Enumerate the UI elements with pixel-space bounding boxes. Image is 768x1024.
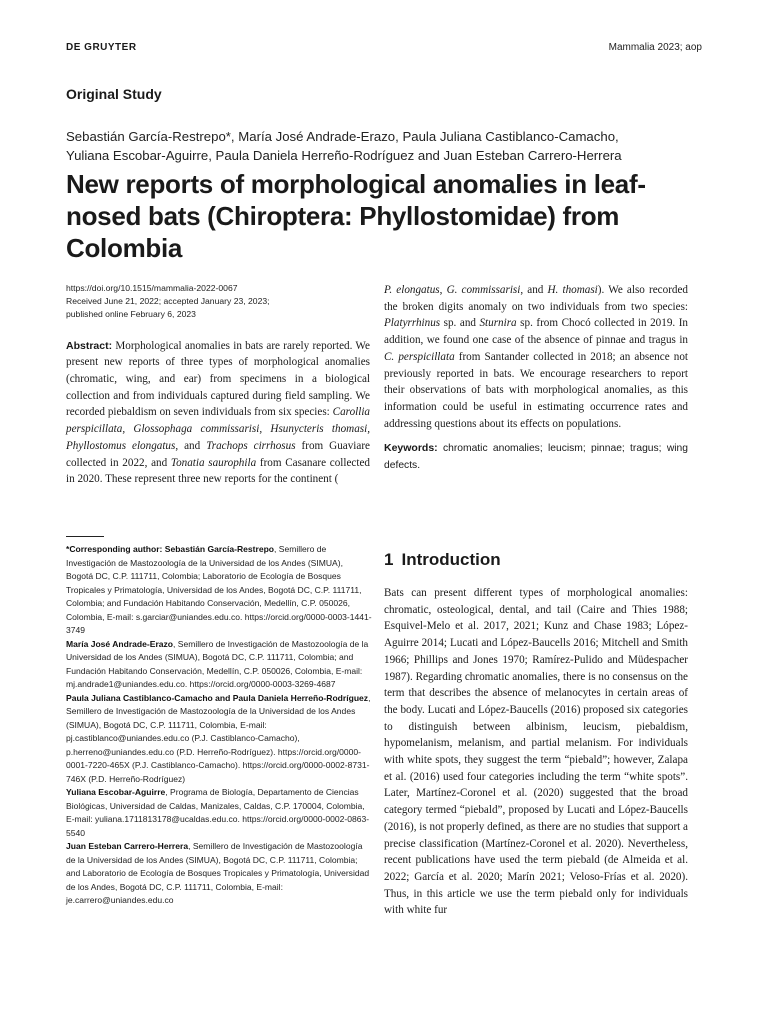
doi-link[interactable]: https://doi.org/10.1515/mammalia-2022-0067 (66, 283, 238, 293)
affiliation-note: Paula Juliana Castiblanco-Camacho and Paula Daniela Herreño-Rodríguez, Semillero de Investigación de Mastozoología de la Universidad de los Andes (SIMUA), Bogotá DC, C.P. 111711, Colombia, E-mail: pj.castiblanco@uniandes.edu.co (P.J. Castiblanco-Camacho), p.herreno@uniandes.edu.co (P.D. Herreño-Rodríguez). https://orcid.org/0000-0001-7220-465X (P.J. Castiblanco-Camacho). https://orcid.org/0000-0002-8731-746X (P.D. Herreño-Rodríguez) (66, 692, 371, 784)
keywords-list: chromatic anomalies; leucism; pinnae; tragus; wing defects. (384, 443, 688, 472)
publisher-logo: DE GRUYTER (66, 41, 137, 53)
author-line: Yuliana Escobar-Aguirre, Paula Daniela Herreño-Rodríguez and Juan Esteban Carrero-Herrera (66, 148, 622, 163)
introduction-section (384, 585, 688, 919)
keywords (384, 440, 688, 474)
affiliation-note: Juan Esteban Carrero-Herrera, Semillero de Investigación de Mastozoología de la Universidad de los Andes (SIMUA), Bogotá DC, C.P. 111711, Colombia; and Laboratorio de Ecología de Bosques Tropicales y Primatología, Universidad de los Andes, Bogotá DC, C.P. 111711, Colombia, E-mail: je.carrero@uniandes.edu.co (66, 841, 370, 905)
section-number: 1 (384, 550, 394, 569)
section-title: Introduction (401, 550, 501, 569)
article-type: Original Study (66, 86, 162, 102)
article-title: New reports of morphological anomalies in leaf-nosed bats (Chiroptera: Phyllostomidae) from Colombia (66, 169, 646, 263)
abstract-label: Abstract: (66, 339, 113, 352)
publication-metadata (66, 282, 370, 322)
received-date: Received June 21, 2022; accepted January 23, 2023; (66, 296, 270, 307)
abstract-continued: P. elongatus, G. commissarisi, and H. thomasi). We also recorded the broken digits anomaly on two individuals from two species: Platyrrhinus sp. and Sturnira sp. from Chocó collected in 2019. In addition, we found one case of the absence of pinnae and tragus in C. perspicillata from Santander collected in 2018; an absence not previously reported in bats. We encourage researchers to report their observations of bats with morphological anomalies, as this information could be useful in estimating occurrence rates and addressing questions about its effects on populations. (384, 284, 688, 430)
introduction-paragraph: Bats can present different types of morphological anomalies: chromatic, osteological, dental, and tail (Caire and Thies 1988; Esquivel-Melo et al. 2017, 2021; Kunz and Chase 1983; López-Aguirre 2014; Lucati and López-Baucells 2016; Mitchell and Smith 1966; Phillips and Jones 1970; Ramírez-Pulido and Müdespacher 1987). Regarding chromatic anomalies, there is no consensus on the term that describes the absence of melanocytes in certain areas of the body. Lucati and López-Baucells (2016) proposed six categories to distinguish between albinism, leucism, piebaldism, hypomelanism, melanism, and partial melanism. For individuals with white spots, they suggest the term “piebald”; however, Zalapa et al. (2016) used four categories including the term “white spots”. Later, Martínez-Coronel et al. (2020) suggested that the broad category termed “piebald”, proposed by Lucati and López-Baucells (2016), is not properly defined, as there are no studies that support a precise classification (Martínez-Coronel et al. 2020). Nevertheless, recent publications have used the term piebald (de Almeida et al. 2022; García et al. 2020; Marín 2021; Veloso-Frías et al. 2020). Thus, in this article we use the term piebald only for individuals with white fur (384, 587, 688, 917)
affiliation-note: Yuliana Escobar-Aguirre, Programa de Biología, Departamento de Ciencias Biológicas, Universidad de Caldas, Manizales, Caldas, C.P. 170004, Colombia, E-mail: yuliana.1711813178@ucaldas.edu.co. https://orcid.org/0000-0002-0863-5540 (66, 787, 370, 838)
section-heading (384, 550, 501, 570)
affiliation-note: María José Andrade-Erazo, Semillero de Investigación de Mastozoología de la Universidad de los Andes (SIMUA), Bogotá DC, C.P. 111711, Colombia; and Fundación Habitando Conservación, Medellín, C.P. 050026, Colombia, E-mail: mj.andrade1@uniandes.edu.co. https://orcid.org/0000-0003-3269-4687 (66, 638, 369, 689)
published-date: published online February 6, 2023 (66, 309, 196, 320)
author-affiliations (66, 543, 372, 908)
keywords-label: Keywords: (384, 442, 438, 455)
affiliation-note: *Corresponding author: Sebastián García-Restrepo, Semillero de Investigación de Mastozoología de la Universidad de los Andes (SIMUA), Bogotá DC, C.P. 111711, Colombia; Laboratorio de Ecología de Bosques Tropicales y Primatología, Universidad de los Andes, Bogotá DC, C.P. 111711, Colombia; and Fundación Habitando Conservación, Medellín, C.P. 050026, Colombia, E-mail: s.garciar@uniandes.edu.co. https://orcid.org/0000-0003-1441-3749 (66, 544, 372, 635)
running-header (66, 40, 702, 54)
right-column (384, 282, 688, 475)
footnote-divider (66, 536, 104, 537)
author-list (66, 127, 706, 165)
abstract: Abstract: Morphological anomalies in bats are rarely reported. We present new reports of three types of morphological anomalies (chromatic, wing, and ear) from specimens in a biological collection and from individuals captured during field sampling. We recorded piebaldism on seven individuals from six species: Carollia perspicillata, Glossophaga commissarisi, Hsunycteris thomasi, Phyllostomus elongatus, and Trachops cirrhosus from Guaviare collected in 2022, and Tonatia saurophila from Casanare collected in 2020. These represent three new reports for the continent ( (66, 339, 370, 486)
left-column (66, 282, 370, 488)
author-line: Sebastián García-Restrepo*, María José Andrade-Erazo, Paula Juliana Castiblanco-Camacho, (66, 129, 619, 144)
journal-citation: Mammalia 2023; aop (608, 41, 702, 53)
